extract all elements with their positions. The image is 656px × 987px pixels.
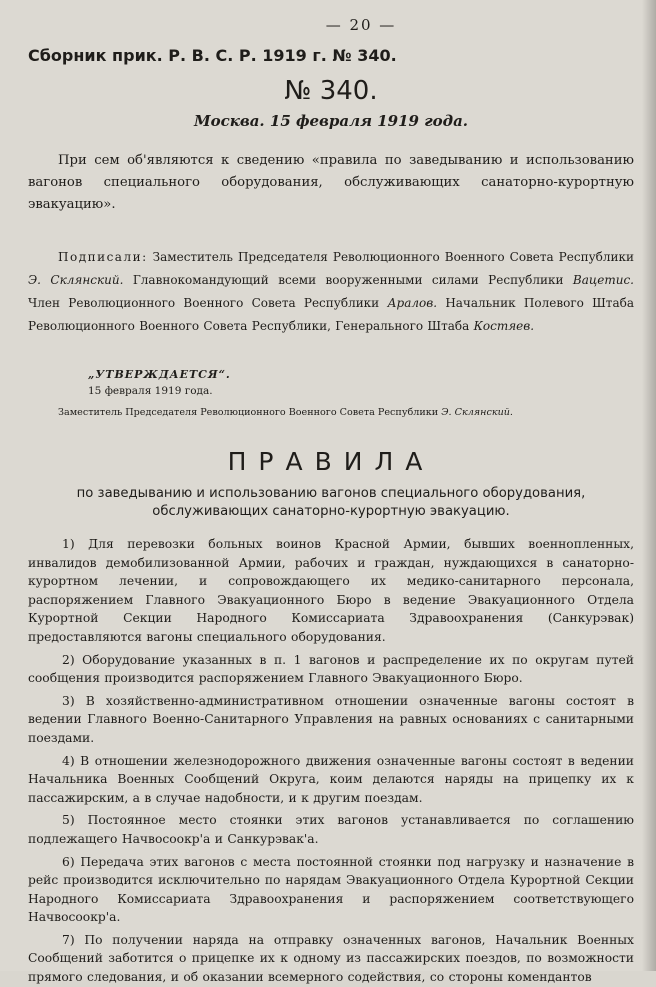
approval-signer — [58, 404, 634, 421]
chief-name: Костяев. — [473, 319, 535, 333]
approval-signer-name: Э. Склянский. — [441, 407, 513, 418]
member-name: Аралов. — [387, 296, 438, 310]
approval-block — [58, 366, 634, 421]
page-edge-shadow — [642, 0, 656, 971]
rule-item-3: 3) В хозяйственно-административном отношении означенные вагоны состоят в ведении Главного Военно-Санитарного Управления на равных основаниях с санитарными поездами. — [28, 693, 634, 745]
chief-title: Начальник Полевого Штаба Революционного Военного Совета Республики, Генерального Штаба — [28, 296, 634, 333]
member-title: Член Революционного Военного Совета Республики — [28, 296, 380, 310]
rules-title: ПРАВИЛА — [227, 447, 435, 476]
commander-title: Главнокомандующий всеми вооруженными силами Республики — [132, 273, 564, 287]
rule-item-4: 4) В отношении железнодорожного движения означенные вагоны состоят в ведении Начальника Военных Сообщений Округа, коим делаются наряды на прицепку их к пассажирским, а в случае надобности, и к другим поездам. — [28, 753, 634, 805]
collection-title: Сборник прик. Р. В. С. Р. 1919 г. № 340. — [28, 46, 397, 65]
rule-item-1: 1) Для перевозки больных воинов Красной Армии, бывших военнопленных, инвалидов демобилизованной Армии, рабочих и граждан, нуждающихся в санаторно-курортном лечении, и сопровождающего их медико-санитарного персонала, распоряжением Главного Эвакуационного Бюро в ведение Эвакуационного Отдела Курортной Секции Народного Комиссариата Здравоохранения (Санкурэвак) предоставляются вагоны специального оборудования. — [28, 537, 634, 644]
order-intro: При сем об'являются к сведению «правила по заведыванию и использованию вагонов специального оборудования, обслуживающих санаторно-курортную эвакуацию». — [28, 153, 634, 212]
rule-item-5: 5) Постоянное место стоянки этих вагонов устанавливается по соглашению подлежащего Начвосоокр'а и Санкурэвак'а. — [28, 813, 634, 846]
order-date: Москва. 15 февраля 1919 года. — [193, 112, 469, 130]
page-number: — 20 — — [325, 16, 397, 34]
commander-name: Вацетис. — [572, 273, 634, 287]
deputy-name: Э. Склянский. — [28, 273, 124, 287]
rules-list — [28, 535, 634, 987]
approval-signer-title: Заместитель Председателя Революционного Военного Совета Республики — [58, 407, 439, 418]
order-number: № 340. — [284, 76, 378, 106]
deputy-title: Заместитель Председателя Революционного Военного Совета Республики — [152, 250, 634, 264]
signatures-block — [28, 246, 634, 338]
rules-subtitle: по заведыванию и использованию вагонов специального оборудования, обслуживающих санаторно-курортную эвакуацию. — [76, 486, 586, 519]
approval-date: 15 февраля 1919 года. — [88, 385, 213, 397]
rule-item-6: 6) Передача этих вагонов с места постоянной стоянки под нагрузку и назначение в рейс производится исключительно по нарядам Эвакуационного Отдела Курортной Секции Народного Комиссариата Здравоохранения и распоряжением соответствующего Начвосоокр'а. — [28, 854, 634, 925]
signatures-label: Подписали: — [58, 250, 148, 264]
rule-item-7: 7) По получении наряда на отправку означенных вагонов, Начальник Военных Сообщений заботится о прицепке их к одному из пассажирских поездов, по возможности прямого следования, и об оказании всемерного содействия, со стороны комендантов — [28, 932, 634, 985]
rule-item-2: 2) Оборудование указанных в п. 1 вагонов и распределение их по округам путей сообщения производится распоряжением Главного Эвакуационного Бюро. — [28, 652, 634, 686]
approval-stamp: „УТВЕРЖДАЕТСЯ“. — [88, 368, 231, 381]
